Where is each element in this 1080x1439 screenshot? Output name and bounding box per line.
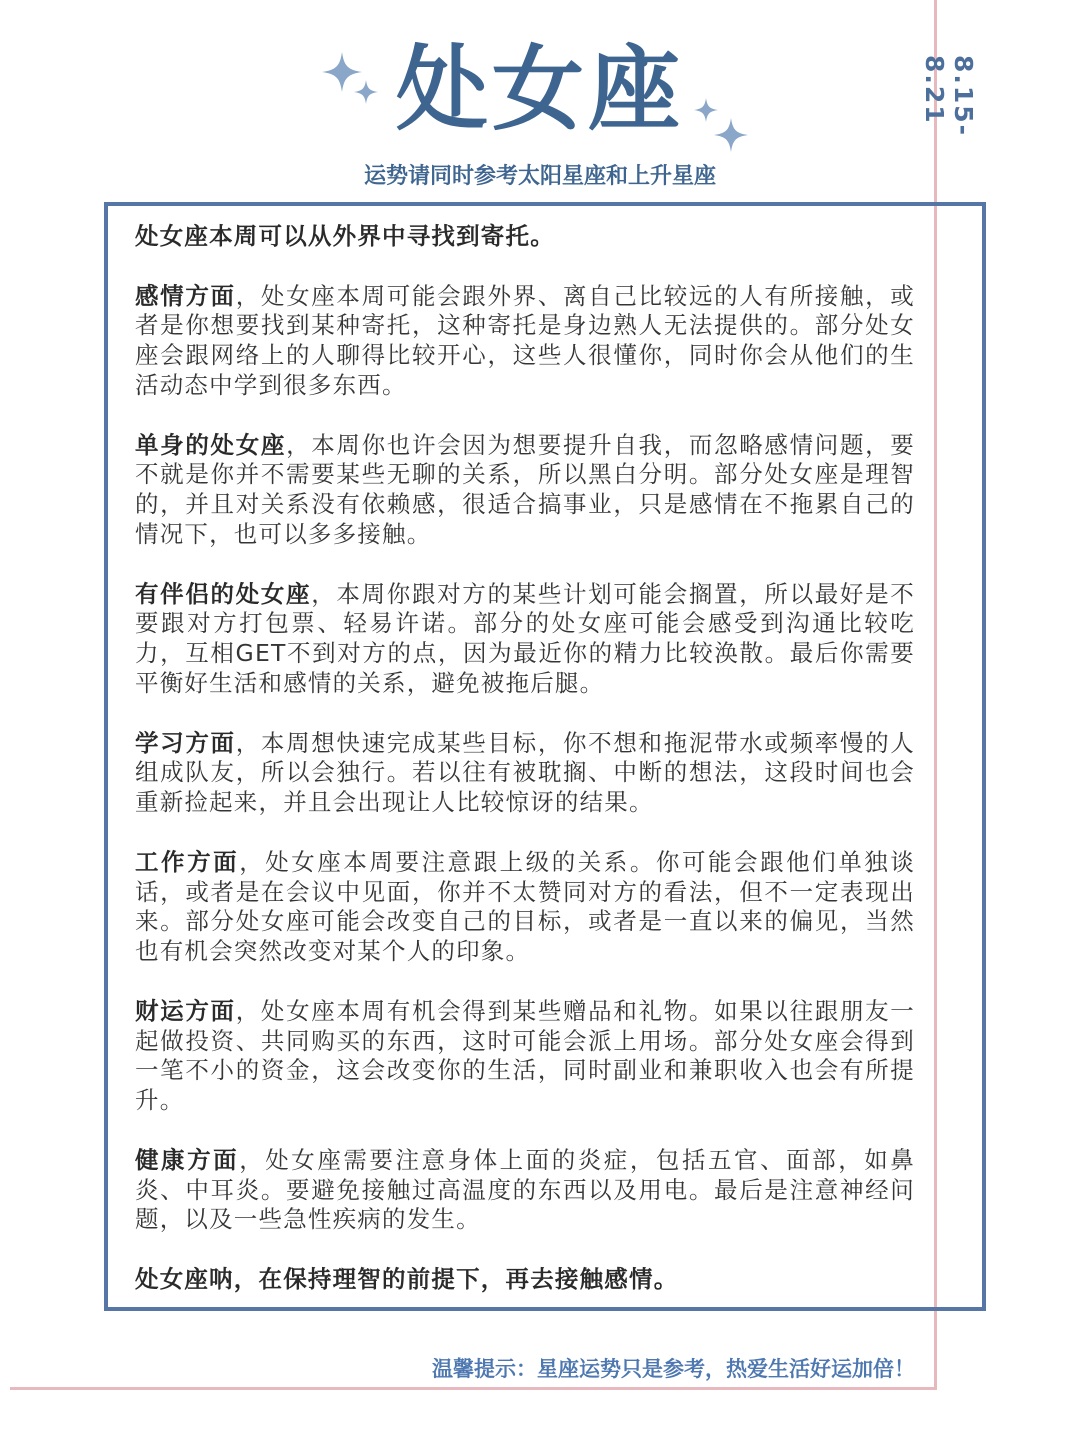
section-partnered: 有伴侣的处女座，本周你跟对方的某些计划可能会搁置，所以最好是不要跟对方打包票、轻易许诺。部分的处女座可能会感受到沟通比较吃力，互相GET不到对方的点，因为最近你的精力比较涣散。最后你需要平衡好生活和感情的关系，避免被拖后腿。 xyxy=(135,579,915,697)
page-title: 处女座 xyxy=(395,36,684,143)
section-single: 单身的处女座，本周你也许会因为想要提升自我，而忽略感情问题，要不就是你并不需要某些无聊的关系，所以黑白分明。部分处女座是理智的，并且对关系没有依赖感，很适合搞事业，只是感情在不拖累自己的情况下，也可以多多接触。 xyxy=(135,430,915,548)
section-wealth: 财运方面，处女座本周有机会得到某些赠品和礼物。如果以往跟朋友一起做投资、共同购买的东西，这时可能会派上用场。部分处女座会得到一笔不小的资金，这会改变你的生活，同时副业和兼职收入也会有所提升。 xyxy=(135,996,915,1115)
subtitle: 运势请同时参考太阳星座和上升星座 xyxy=(363,164,716,189)
section-health: 健康方面，处女座需要注意身体上面的炎症，包括五官、面部，如鼻炎、中耳炎。要避免接触过高温度的东西以及用电。最后是注意神经问题，以及一些急性疾病的发生。 xyxy=(135,1145,915,1234)
date-range: 8.15-8.21 xyxy=(920,55,978,138)
section-study: 学习方面，本周想快速完成某些目标，你不想和拖泥带水或频率慢的人组成队友，所以会独行。若以往有被耽搁、中断的想法，这段时间也会重新捡起来，并且会出现让人比较惊讶的结果。 xyxy=(135,728,915,817)
pink-horizontal-line xyxy=(10,1387,937,1390)
intro-line: 处女座本周可以从外界中寻找到寄托。 xyxy=(135,222,555,250)
footer-tip: 温馨提示：星座运势只是参考，热爱生活好运加倍！ xyxy=(432,1357,915,1381)
horoscope-body xyxy=(135,222,915,1324)
sparkle-icon xyxy=(714,118,748,152)
section-work: 工作方面，处女座本周要注意跟上级的关系。你可能会跟他们单独谈话，或者是在会议中见面，你并不太赞同对方的看法，但不一定表现出来。部分处女座可能会改变自己的目标，或者是一直以来的偏见，当然也有机会突然改变对某个人的印象。 xyxy=(135,847,915,966)
sparkle-icon xyxy=(354,80,378,104)
closing-line: 处女座呐，在保持理智的前提下，再去接触感情。 xyxy=(135,1264,679,1293)
section-love: 感情方面，处女座本周可能会跟外界、离自己比较远的人有所接触，或者是你想要找到某种寄托，这种寄托是身边熟人无法提供的。部分处女座会跟网络上的人聊得比较开心，这些人很懂你，同时你会从他们的生活动态中学到很多东西。 xyxy=(135,281,915,399)
